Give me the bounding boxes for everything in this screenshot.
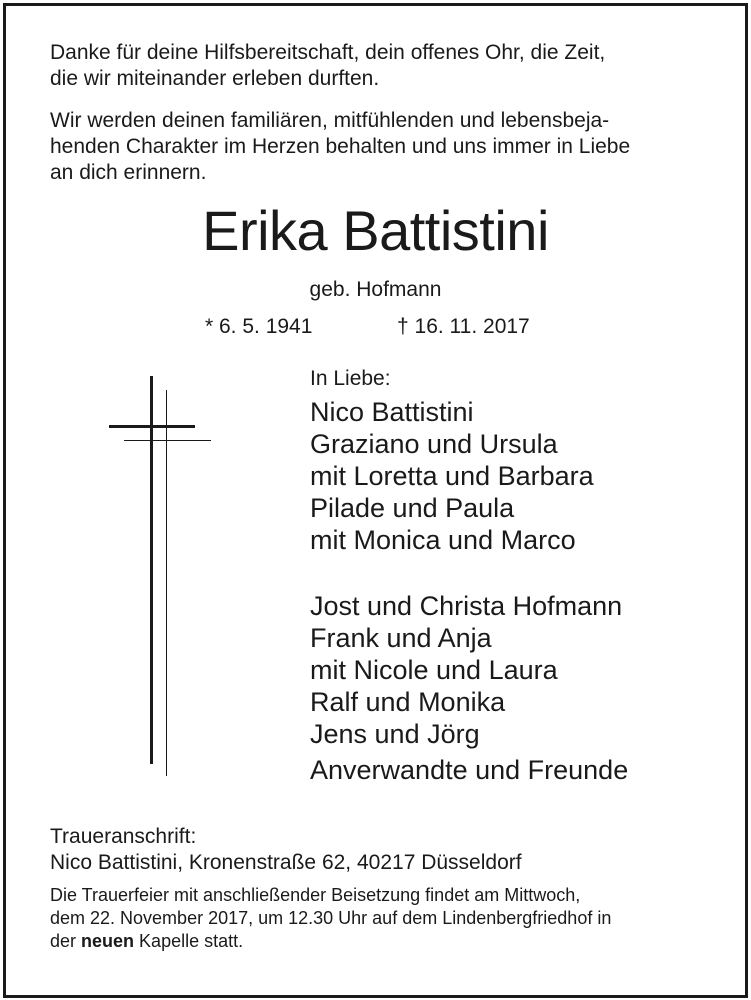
service-line-3 bbox=[50, 930, 700, 953]
remembrance-line-1: Wir werden deinen familiären, mitfühlenden und lebensbeja- bbox=[50, 109, 610, 132]
maiden-name: geb. Hofmann bbox=[309, 278, 442, 301]
mourner-line: Ralf und Monika bbox=[310, 687, 506, 717]
service-emphasis: neuen bbox=[81, 931, 135, 951]
thanks-line-2: die wir miteinander erleben durften. bbox=[50, 67, 380, 90]
remembrance-line-2: henden Charakter im Herzen behalten und uns immer in Liebe bbox=[50, 135, 631, 158]
thanks-paragraph bbox=[50, 40, 698, 92]
funeral-service-notice bbox=[50, 884, 700, 953]
remembrance-line-3: an dich erinnern. bbox=[50, 161, 207, 184]
service-line-1: Die Trauerfeier mit anschließender Beisetzung findet am Mittwoch, bbox=[50, 885, 581, 905]
mourners-list bbox=[310, 366, 628, 786]
deceased-name: Erika Battistini bbox=[202, 199, 549, 262]
mourner-line: Graziano und Ursula bbox=[310, 429, 558, 459]
cross-vertical-bar-thin bbox=[166, 390, 167, 776]
cross-horizontal-bar-thin bbox=[124, 440, 211, 441]
service-line-3-post: Kapelle statt. bbox=[134, 931, 244, 951]
mourner-line: Frank und Anja bbox=[310, 623, 492, 653]
group-spacer bbox=[310, 556, 628, 590]
service-line-2: dem 22. November 2017, um 12.30 Uhr auf dem Lindenbergfriedhof in bbox=[50, 908, 612, 928]
mourner-line: Pilade und Paula bbox=[310, 493, 515, 523]
mourning-address bbox=[50, 824, 522, 876]
birth-date: * 6. 5. 1941 bbox=[205, 315, 313, 338]
address-value: Nico Battistini, Kronenstraße 62, 40217 Düsseldorf bbox=[50, 851, 522, 874]
mourner-line: Jost und Christa Hofmann bbox=[310, 591, 623, 621]
mourner-line: mit Monica und Marco bbox=[310, 525, 576, 555]
remembrance-paragraph bbox=[50, 108, 698, 186]
cross-vertical-bar-thick bbox=[150, 376, 153, 764]
death-date: † 16. 11. 2017 bbox=[397, 315, 530, 338]
thanks-line-1: Danke für deine Hilfsbereitschaft, dein offenes Ohr, die Zeit, bbox=[50, 41, 606, 64]
mourner-line: mit Nicole und Laura bbox=[310, 655, 558, 685]
mourners-label: In Liebe: bbox=[310, 367, 391, 390]
mourner-line: Jens und Jörg bbox=[310, 719, 480, 749]
mourner-line: mit Loretta und Barbara bbox=[310, 461, 594, 491]
mourner-line: Nico Battistini bbox=[310, 397, 474, 427]
mourners-closing: Anverwandte und Freunde bbox=[310, 755, 629, 785]
service-line-3-pre: der bbox=[50, 931, 82, 951]
cross-horizontal-bar-thick bbox=[109, 425, 195, 428]
address-label: Traueranschrift: bbox=[50, 825, 197, 848]
